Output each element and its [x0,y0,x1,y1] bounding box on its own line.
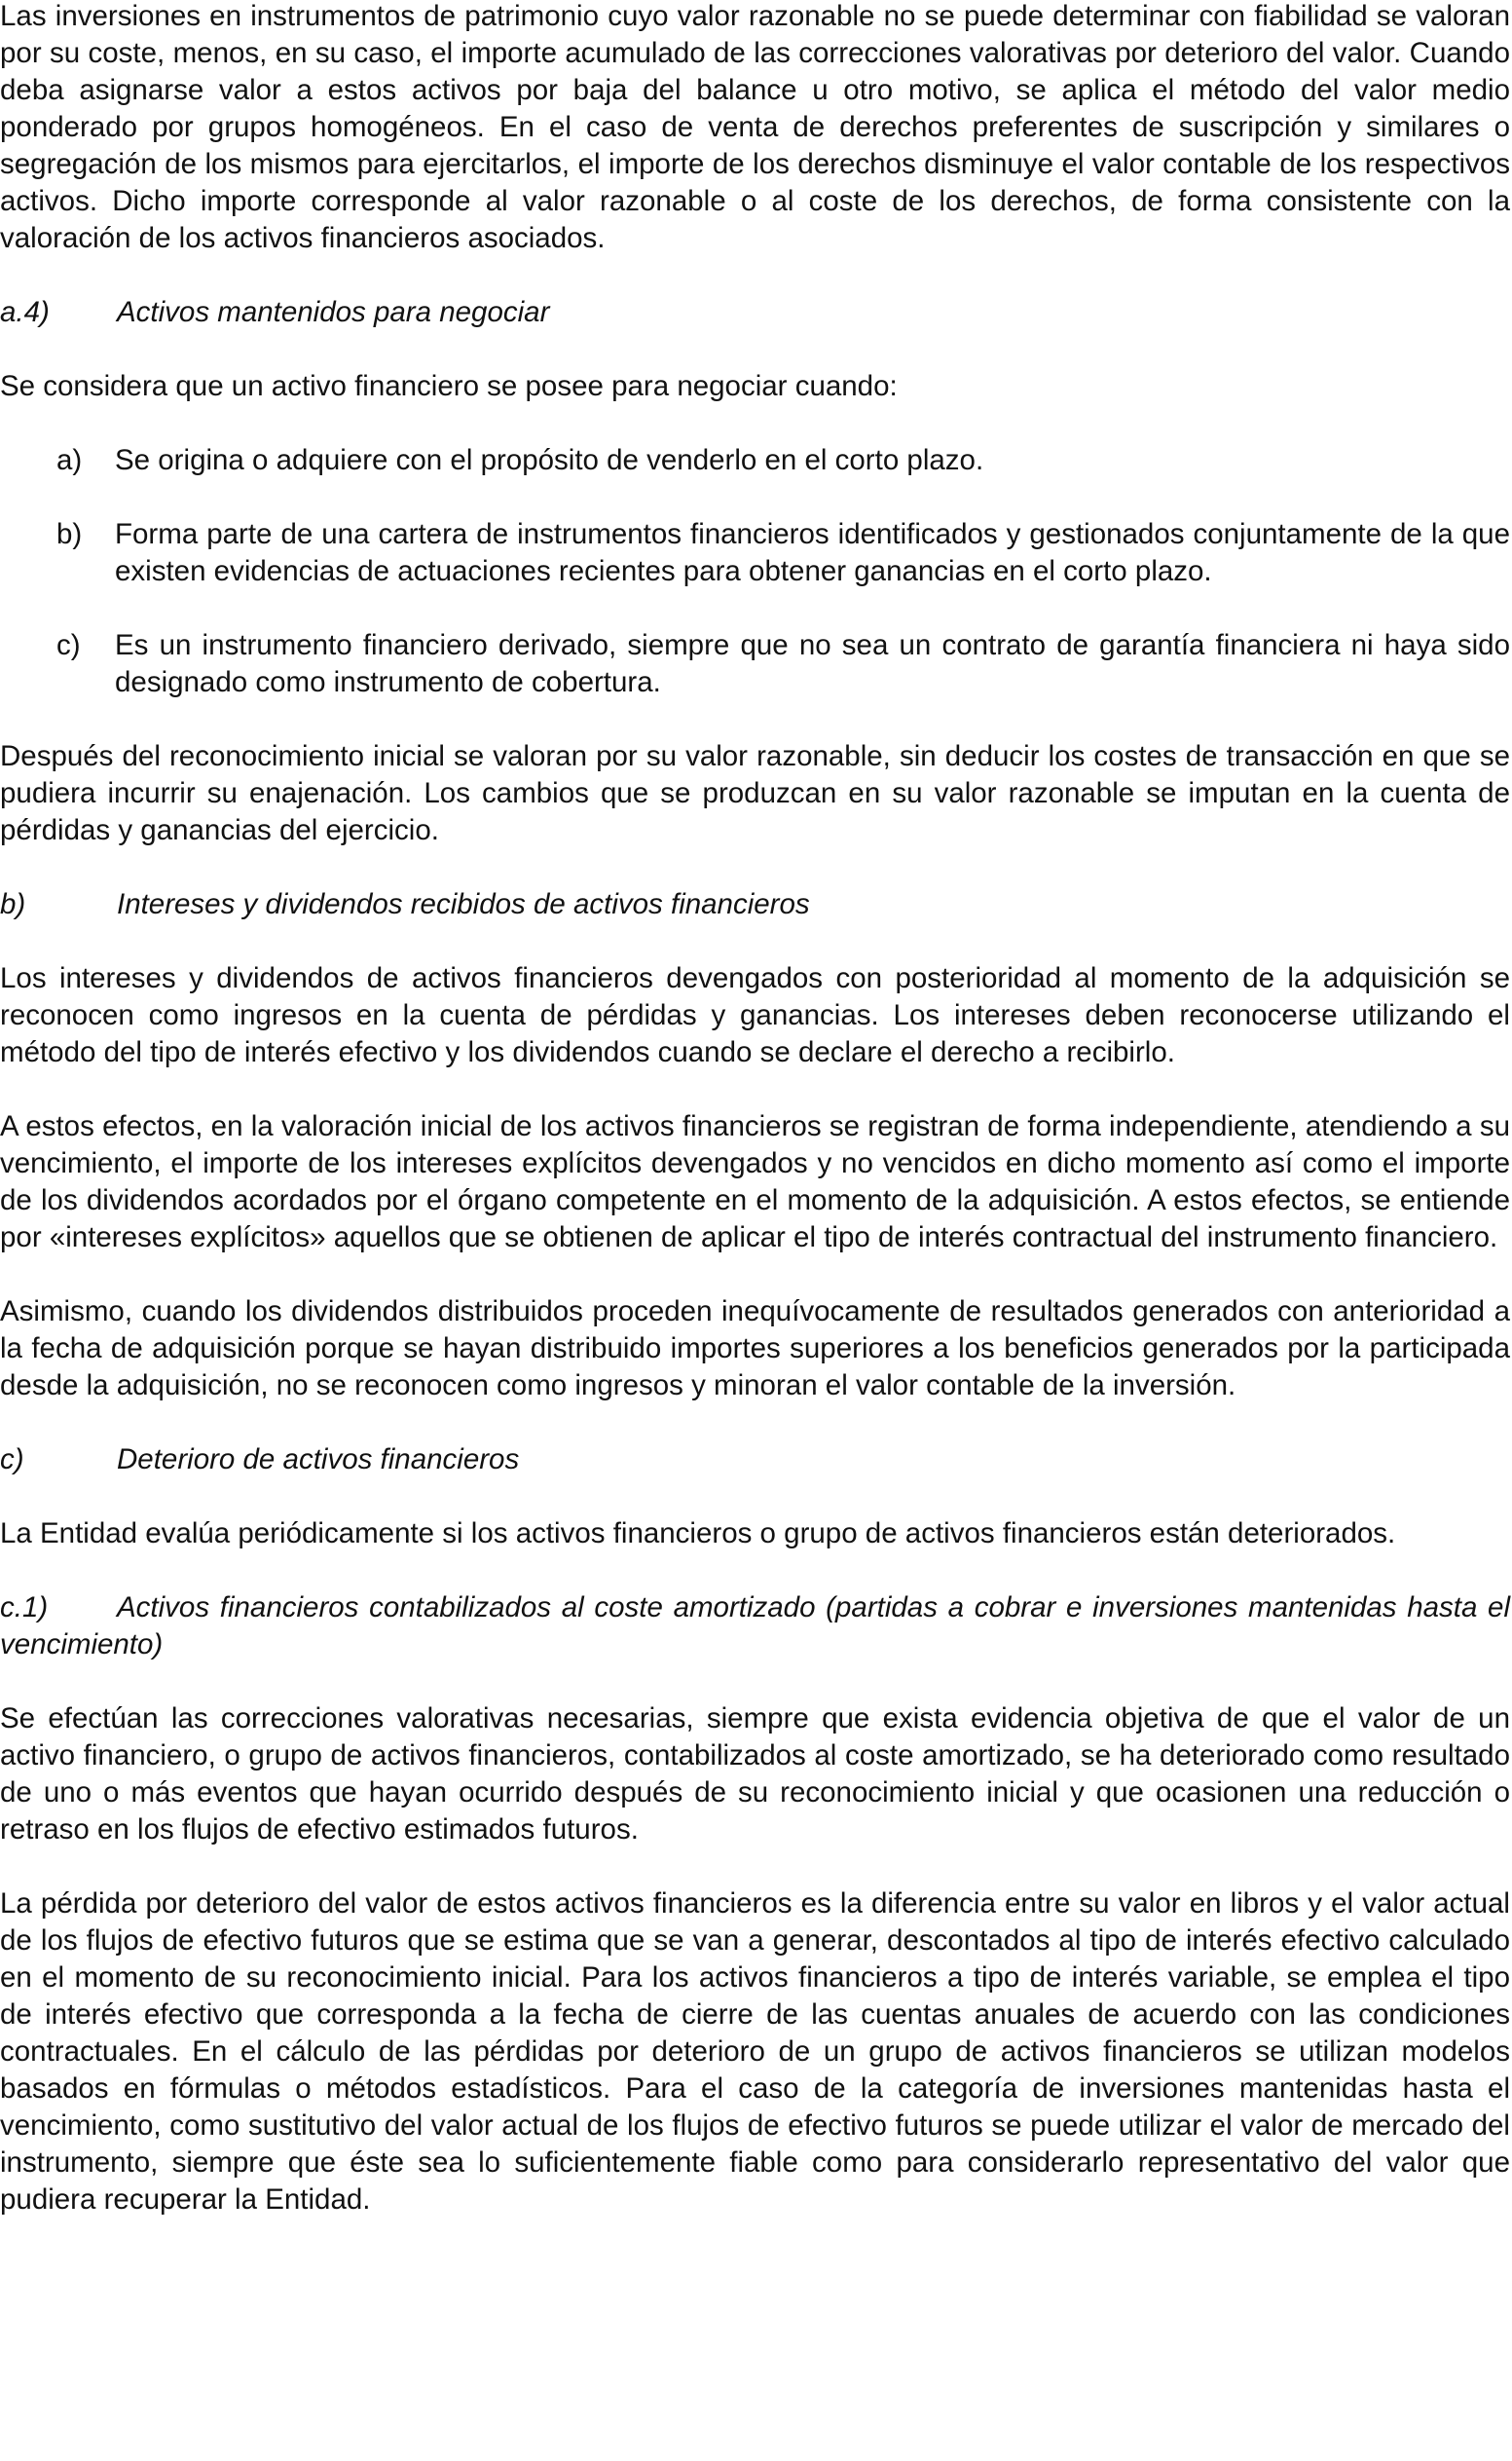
heading-title: Activos mantenidos para negociar [117,296,550,328]
list-item [0,516,1510,590]
heading-number: c) [0,1443,24,1475]
heading-title: Activos financieros contabilizados al coste amortizado (partidas a cobrar e inversiones mantenidas hasta el vencimiento) [0,1591,1510,1660]
heading-title: Deterioro de activos financieros [117,1443,520,1475]
heading-number: a.4) [0,296,50,328]
paragraph: Se considera que un activo financiero se posee para negociar cuando: [0,370,898,402]
paragraph: A estos efectos, en la valoración inicial de los activos financieros se registran de forma independiente, atendiendo a su vencimiento, el importe de los intereses explícitos devengados y no vencidos en dicho momento así como el importe de los dividendos acordados por el órgano competente en el momento de la adquisición. A estos efectos, se entiende por «intereses explícitos» aquellos que se obtienen de aplicar el tipo de interés contractual del instrumento financiero. [0,1110,1510,1253]
heading-title: Intereses y dividendos recibidos de activos financieros [117,888,810,920]
paragraph: Se efectúan las correcciones valorativas necesarias, siempre que exista evidencia objetiva de que el valor de un activo financiero, o grupo de activos financieros, contabilizados al coste amortizado, se ha deteriorado como resultado de uno o más eventos que hayan ocurrido después de su reconocimiento inicial y que ocasionen una reducción o retraso en los flujos de efectivo estimados futuros. [0,1702,1510,1846]
paragraph: Los intereses y dividendos de activos financieros devengados con posterioridad al momento de la adquisición se reconocen como ingresos en la cuenta de pérdidas y ganancias. Los intereses deben reconocerse utilizando el método del tipo de interés efectivo y los dividendos cuando se declare el derecho a recibirlo. [0,962,1510,1068]
paragraph: La Entidad evalúa periódicamente si los activos financieros o grupo de activos financieros están deteriorados. [0,1517,1396,1549]
list-item-label: b) [56,518,83,550]
paragraph: Asimismo, cuando los dividendos distribuidos proceden inequívocamente de resultados generados con anterioridad a la fecha de adquisición porque se hayan distribuido importes superiores a los beneficios generados por la participada desde la adquisición, no se reconocen como ingresos y minoran el valor contable de la inversión. [0,1295,1510,1401]
list-item-text: Se origina o adquiere con el propósito de venderlo en el corto plazo. [115,444,984,476]
section-heading-a4 [0,294,1510,331]
section-heading-c [0,1441,1510,1478]
paragraph: Después del reconocimiento inicial se valoran por su valor razonable, sin deducir los costes de transacción en que se pudiera incurrir su enajenación. Los cambios que se produzcan en su valor razonable se imputan en la cuenta de pérdidas y ganancias del ejercicio. [0,740,1510,846]
list-item-label: c) [56,629,81,661]
list-item-text: Forma parte de una cartera de instrumentos financieros identificados y gestionados conjuntamente de la que existen evidencias de actuaciones recientes para obtener ganancias en el corto plazo. [115,518,1510,587]
list-item-text: Es un instrumento financiero derivado, siempre que no sea un contrato de garantía financiera ni haya sido designado como instrumento de cobertura. [115,629,1510,698]
list-item [0,442,1510,479]
paragraph: Las inversiones en instrumentos de patrimonio cuyo valor razonable no se puede determinar con fiabilidad se valoran por su coste, menos, en su caso, el importe acumulado de las correcciones valorativas por deterioro del valor. Cuando deba asignarse valor a estos activos por baja del balance u otro motivo, se aplica el método del valor medio ponderado por grupos homogéneos. En el caso de venta de derechos preferentes de suscripción y similares o segregación de los mismos para ejercitarlos, el importe de los derechos disminuye el valor contable de los respectivos activos. Dicho importe corresponde al valor razonable o al coste de los derechos, de forma consistente con la valoración de los activos financieros asociados. [0,0,1510,254]
paragraph: La pérdida por deterioro del valor de estos activos financieros es la diferencia entre su valor en libros y el valor actual de los flujos de efectivo futuros que se estima que se van a generar, descontados al tipo de interés efectivo calculado en el momento de su reconocimiento inicial. Para los activos financieros a tipo de interés variable, se emplea el tipo de interés efectivo que corresponda a la fecha de cierre de las cuentas anuales de acuerdo con las condiciones contractuales. En el cálculo de las pérdidas por deterioro de un grupo de activos financieros se utilizan modelos basados en fórmulas o métodos estadísticos. Para el caso de la categoría de inversiones mantenidas hasta el vencimiento, como sustitutivo del valor actual de los flujos de efectivo futuros se puede utilizar el valor de mercado del instrumento, siempre que éste sea lo suficientemente fiable como para considerarlo representativo del valor que pudiera recuperar la Entidad. [0,1887,1510,2216]
heading-number: b) [0,888,26,920]
list-item-label: a) [56,444,83,476]
section-heading-b [0,886,1510,923]
heading-number: c.1) [0,1591,49,1623]
section-heading-c1 [0,1589,1510,1663]
list-item [0,627,1510,701]
